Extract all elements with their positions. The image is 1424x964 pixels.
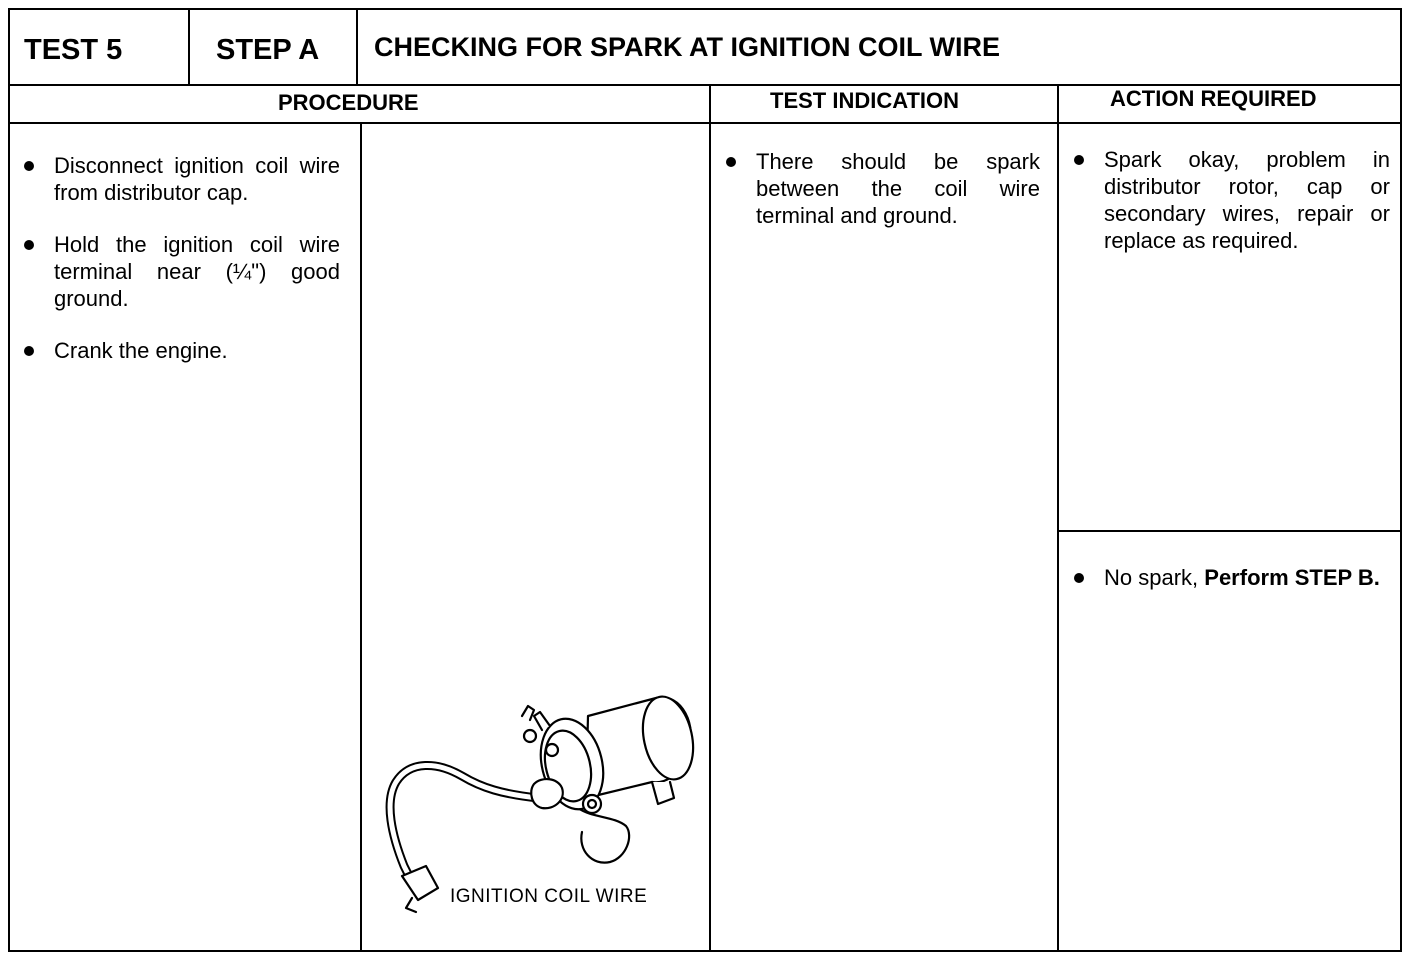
test-sheet (8, 8, 1402, 952)
bullet-icon (24, 161, 34, 171)
bullet-icon (726, 157, 736, 167)
test-indication-item: There should be spark between the coil wire terminal and ground. (724, 148, 1040, 229)
procedure-step: Disconnect ignition coil wire from distributor cap. (22, 152, 340, 206)
test-title: CHECKING FOR SPARK AT IGNITION COIL WIRE (374, 32, 1000, 62)
procedure-list (22, 152, 340, 389)
step-label: STEP A (216, 34, 320, 66)
action-no-spark: No spark, Perform STEP B. (1072, 564, 1390, 591)
bullet-icon (1074, 573, 1084, 583)
action-no-spark-list (1072, 564, 1390, 616)
test-number: TEST 5 (24, 34, 123, 66)
bullet-icon (24, 346, 34, 356)
procedure-step: Hold the ignition coil wire terminal near (¼") good ground. (22, 231, 340, 312)
perform-step-b-link: Perform STEP B. (1204, 565, 1380, 590)
bullet-icon (1074, 155, 1084, 165)
action-spark-okay: Spark okay, problem in distributor rotor, cap or secondary wires, repair or replace as required. (1072, 146, 1390, 254)
ignition-coil-illustration (382, 686, 702, 916)
test-indication-list (724, 148, 1040, 254)
test-indication-header: TEST INDICATION (770, 88, 960, 113)
procedure-step: Crank the engine. (22, 337, 340, 364)
bullet-icon (24, 240, 34, 250)
action-required-header: ACTION REQUIRED (1110, 86, 1317, 111)
procedure-header: PROCEDURE (278, 90, 419, 115)
action-spark-okay-list (1072, 146, 1390, 279)
illustration-caption: IGNITION COIL WIRE (450, 886, 648, 907)
